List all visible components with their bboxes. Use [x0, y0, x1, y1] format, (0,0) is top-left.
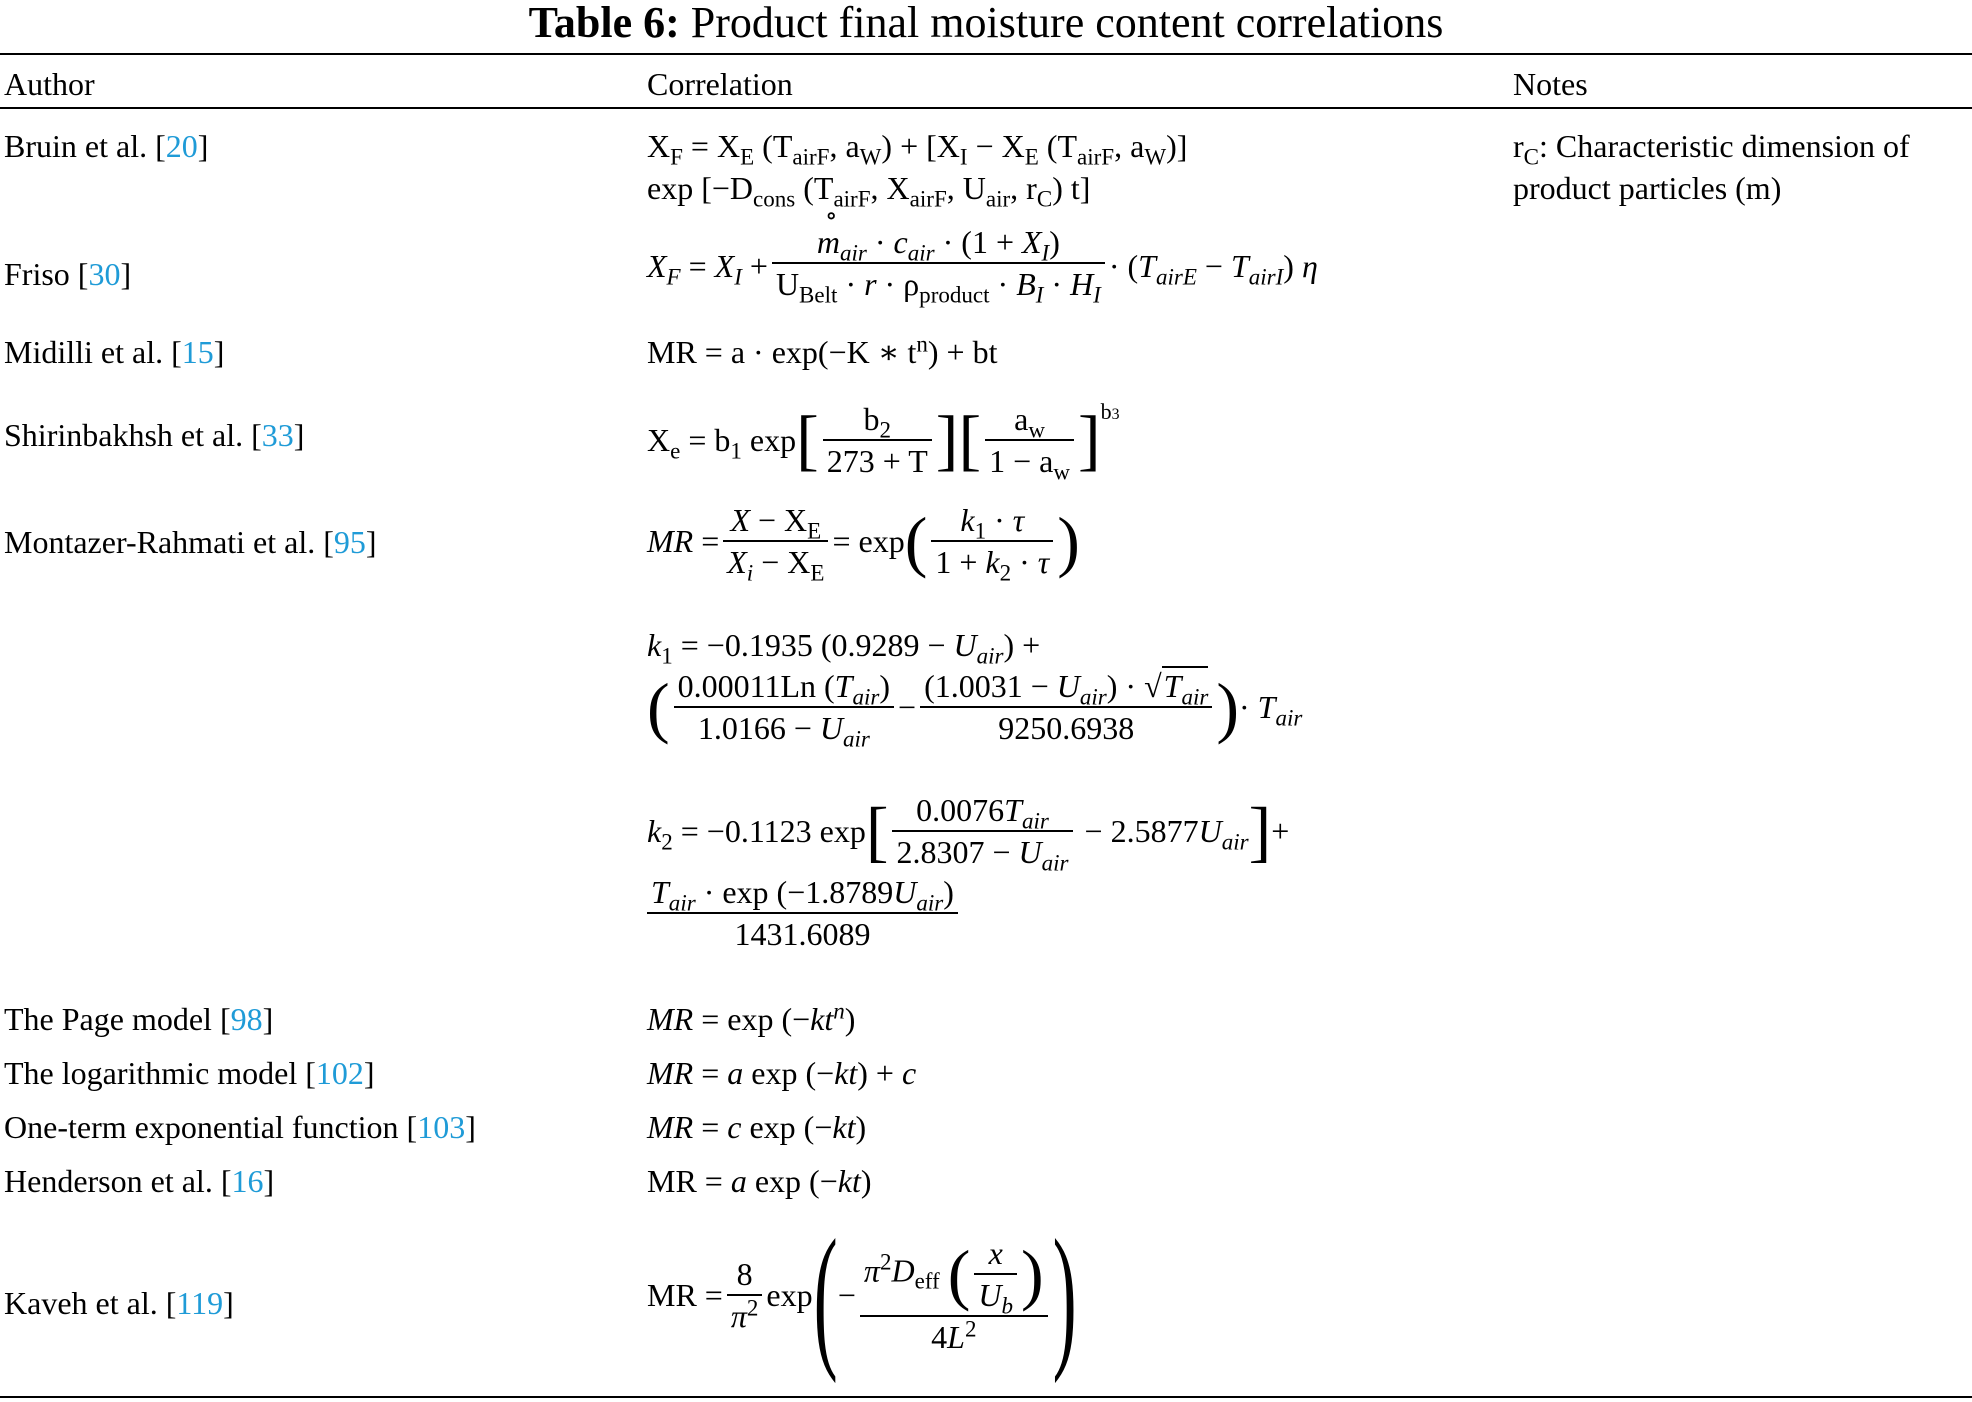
header-correlation: Correlation	[647, 66, 793, 102]
author-one-term: One-term exponential function [103]	[4, 1109, 476, 1145]
ref-link[interactable]: 95	[333, 524, 366, 560]
top-rule	[0, 53, 1972, 55]
author-page: The Page model [98]	[4, 1001, 274, 1037]
author-friso: Friso [30]	[4, 256, 132, 292]
author-logarithmic: The logarithmic model [102]	[4, 1055, 375, 1091]
equation-k1-line1: $k_1 = -0.1935$ $(0.9289 - U_{air})$ +	[647, 627, 1041, 669]
ref-link[interactable]: 103	[417, 1109, 466, 1145]
equation-k2-line2: $\frac{T_{air} \cdot \exp (-1.8789U_{air})}{1431.6089}$	[647, 872, 962, 954]
equation-montazer-mr: MR = $\frac{X - X_E}{X_i - X_E}$ = exp( $\frac{k_1 \cdot \tau}{1 + k_2 \cdot \tau}$ )	[647, 502, 1080, 586]
equation-bruin-line2: $\exp [-D_{cons}$ ($T_{airF}$, $X_{airF}$, $U_{air}$, $r_C$) t]	[647, 170, 1091, 212]
author-henderson: Henderson et al. [16]	[4, 1163, 275, 1199]
bottom-rule	[0, 1396, 1972, 1398]
equation-henderson: MR = a exp (−kt)	[647, 1163, 872, 1199]
equation-bruin-line1: $X_F = X_E$ ($T_{airF}$, $a_W) + [X_I - X_E$ ($T_{airF}$, $a_W$)]	[647, 128, 1188, 170]
equation-one-term: MR = c exp (−kt)	[647, 1109, 867, 1145]
header-notes: Notes	[1513, 66, 1588, 102]
ref-link[interactable]: 33	[261, 417, 294, 453]
author-shirinbakhsh: Shirinbakhsh et al. [33]	[4, 417, 305, 453]
ref-link[interactable]: 30	[88, 256, 121, 292]
ref-link[interactable]: 98	[230, 1001, 263, 1037]
equation-k2-line1: $k_2 = -0.1123$ exp[ $\frac{0.0076T_{air}}{2.8307 - U_{air}}$ − $2.5877U_{air}]+$	[647, 792, 1290, 876]
ref-link[interactable]: 15	[181, 334, 214, 370]
ref-link[interactable]: 102	[315, 1055, 364, 1091]
header-author: Author	[4, 66, 95, 102]
equation-kaveh: MR = $\frac{8}{\pi^2}$ exp(− $\pi^2D_{eff}$ ( $\frac{x}{U_b}$ ) $4L^2$ )	[647, 1206, 1077, 1384]
caption-text: Product final moisture content correlations	[690, 0, 1444, 47]
equation-page: MR = $\exp (-kt^n)$	[647, 997, 856, 1037]
ref-link[interactable]: 16	[231, 1163, 264, 1199]
author-bruin: Bruin et al. [20]	[4, 128, 209, 164]
equation-shirinbakhsh: $X_e = b_1$ exp[ $\frac{b_2}{273 + T}$ ][ $\frac{a_w}{1 - a_w}$ ]$^{b3}$	[647, 399, 1120, 485]
ref-link[interactable]: 119	[176, 1285, 224, 1321]
table-caption	[0, 0, 1972, 50]
equation-logarithmic: MR = a exp (−kt) + c	[647, 1055, 917, 1091]
equation-k1-line2: ( $\frac{0.00011Ln (T_{air})}{1.0166 - U_{air}}$ − $\frac{(1.0031 - U_{air}) \cdot √T_{air}}{9250.6938}$ )· $T_{air}$	[647, 668, 1303, 752]
author-kaveh: Kaveh et al. [119]	[4, 1285, 234, 1321]
notes-bruin-line1: $r_C$: Characteristic dimension of	[1513, 128, 1910, 170]
ref-link[interactable]: 20	[165, 128, 198, 164]
author-montazer: Montazer-Rahmati et al. [95]	[4, 524, 377, 560]
notes-bruin-line2: product particles (m)	[1513, 170, 1782, 206]
equation-midilli: MR = a · exp(−K ∗ $t^n$) + bt	[647, 330, 998, 370]
caption-label: Table 6:	[528, 0, 680, 47]
author-midilli: Midilli et al. [15]	[4, 334, 225, 370]
equation-friso: $X_F = X_I$ + ∘ $\frac{m_{air} \cdot c_{air} \cdot (1 + X_I)}{U_{Belt} \cdot r \cdot \rho_{product} \cdot B_I \cdot H_I}$ · $(T_{airE} - T_{airI})$ η	[647, 228, 1318, 304]
header-rule	[0, 107, 1972, 109]
